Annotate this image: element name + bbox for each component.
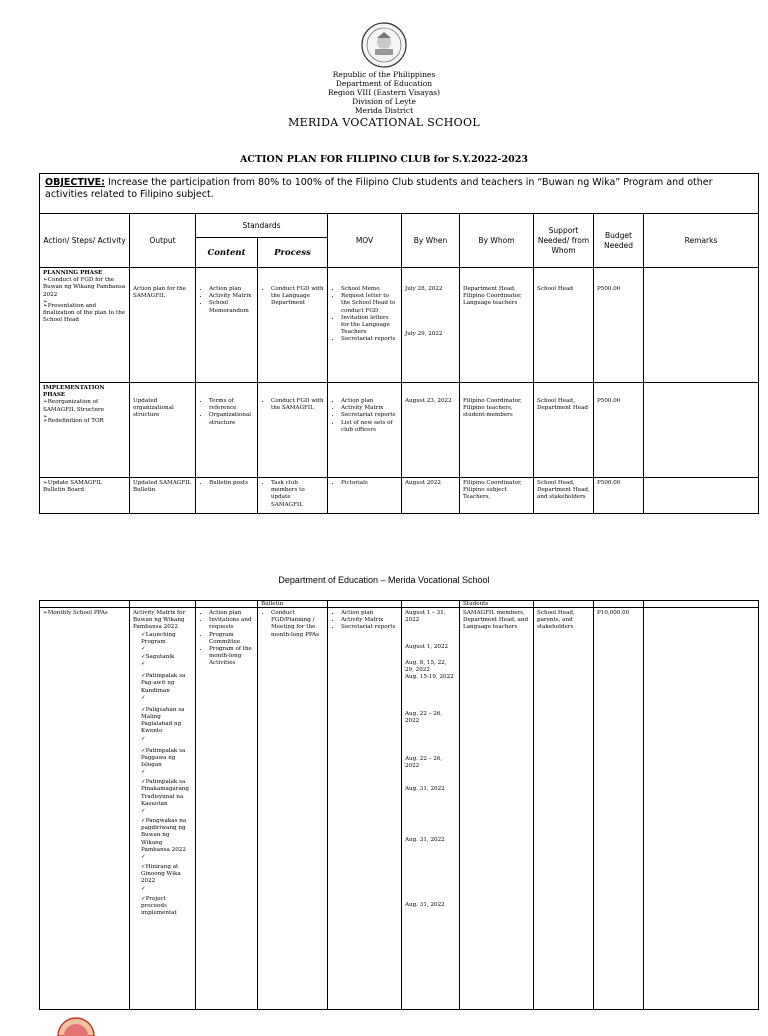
col-standards: Standards	[196, 214, 328, 238]
header-line: Division of Leyte	[352, 97, 416, 106]
date: August 1, 2022	[405, 644, 449, 651]
objective-row	[40, 174, 759, 214]
action-plan-table	[39, 173, 759, 514]
list-item: • Request letter to the School Head to conduct FGD	[341, 293, 398, 315]
list-item: • Secretariat reports	[341, 412, 398, 419]
cell-remarks	[644, 383, 759, 478]
list-item: • Activity Matrix	[209, 293, 254, 300]
carry-over-text: Students	[460, 601, 534, 608]
list-item: ✓ Sagutanik	[141, 654, 192, 661]
list-item: ✓ Project proceeds implementat	[141, 896, 192, 918]
phase-label: IMPLEMENTATION PHASE	[43, 385, 105, 399]
list-item: ✓ Paligsahan sa Maling Paglalahad ng Kwento	[141, 707, 192, 736]
cell-remarks	[644, 608, 759, 1010]
school-name: MERIDA VOCATIONAL SCHOOL	[288, 116, 480, 129]
cell-when: August 2022	[402, 478, 460, 514]
letterhead	[0, 70, 768, 115]
cell-budget: P500.00	[594, 478, 644, 514]
cell-support: School Head	[534, 268, 594, 383]
list-item: ➢ Presentation and finalization of the plan to the School Head	[43, 303, 126, 325]
header-line: Region VIII (Eastern Visayas)	[327, 88, 441, 97]
cell-output: Updated SAMAGFIL Bulletin	[130, 478, 196, 514]
col-content: Content	[196, 238, 258, 268]
list-item: • Secretariat reports	[341, 624, 398, 631]
list-item: • Action plan	[209, 610, 254, 617]
cell-output: Updated organizational structure	[130, 383, 196, 478]
header-line: Republic of the Philippines	[332, 70, 436, 79]
list-item: • List of new sets of club officers	[341, 420, 398, 434]
list-item: • Organizational structure	[209, 412, 254, 426]
list-item: • Program of the month-long Activities	[209, 646, 254, 668]
output-intro: Activity Matrix for Buwan ng Wikang Pambansa 2022	[133, 610, 186, 631]
cell-whom: SAMAGFIL members, Department Head, and Language teachers	[460, 608, 534, 1010]
date: Aug. 31, 2022	[405, 786, 445, 793]
carry-over-text: Bulletin	[258, 601, 328, 608]
deped-seal-icon	[361, 22, 407, 68]
cell-whom: Filipino Coordinator, Filipino subject Teachers,	[460, 478, 534, 514]
cell-budget: P500.00	[594, 268, 644, 383]
list-item: • Activity Matrix	[341, 405, 398, 412]
list-item: • Program Committee	[209, 632, 254, 646]
list-item: ✓ Hinirang at Ginoong Wika 2022	[141, 864, 192, 886]
table-row	[40, 268, 759, 383]
phase-label: PLANNING PHASE	[43, 270, 103, 276]
date: Aug. 31, 2022	[405, 902, 445, 909]
col-process: Process	[258, 238, 328, 268]
list-item: • School Memo	[341, 286, 398, 293]
date: Aug. 31, 2022	[405, 837, 445, 844]
list-item: • Conduct FGD with the Language Department	[271, 286, 324, 308]
school-logo-icon	[56, 1012, 96, 1036]
cell-output: Action plan for the SAMAGFIL	[130, 268, 196, 383]
list-item: ✓ Pangwakas na pagdiriwang ng Buwan ng Wikang Pambansa 2022	[141, 818, 192, 854]
cell-remarks	[644, 268, 759, 383]
list-item: ➢ Conduct of FGD for the Buwan ng Wikang Pambansa 2022	[43, 277, 126, 299]
objective-label: OBJECTIVE:	[45, 177, 105, 188]
list-item: • Invitations and requests	[209, 617, 254, 631]
cell-whom: Department Head, Filipino Coordinator, Language teachers	[460, 268, 534, 383]
col-output: Output	[130, 214, 196, 268]
table-row	[40, 608, 759, 1010]
table-row	[40, 478, 759, 514]
list-item: ✓ Patimpalak sa Pag-awit ng Kundiman	[141, 673, 192, 695]
list-item: • Invitation letters for the Language Teachers	[341, 315, 398, 337]
col-mov: MOV	[328, 214, 402, 268]
action-plan-table-continued	[39, 600, 759, 1010]
list-item: ➢ Monthly School PPAs	[43, 610, 126, 617]
date: Aug. 15-19, 2022	[405, 674, 454, 681]
list-item: • Action plan	[209, 286, 254, 293]
header-line: Department of Education	[335, 79, 433, 88]
list-item: ➢ Reorganization of SAMAGFIL Structure	[43, 399, 126, 413]
date: July 28, 2022	[405, 286, 443, 292]
table-row	[40, 383, 759, 478]
cell-when: August 23, 2022	[402, 383, 460, 478]
list-item: • Action plan	[341, 398, 398, 405]
list-item: • Conduct FGD with the SAMAGFIL	[271, 398, 324, 412]
col-whom: By Whom	[460, 214, 534, 268]
list-item: • School Memorandum	[209, 300, 254, 314]
objective-text: Increase the participation from 80% to 100% of the Filipino Club students and teachers in “Buwan ng Wika” Program and other activities related to Filipino subject.	[45, 177, 713, 200]
list-item: ✓ Patimpalak sa Pinakamagarang Tradisyunal na Kasuotan	[141, 779, 192, 808]
cell-support: School Head, Department Head	[534, 383, 594, 478]
list-item: • Conduct FGD/Planning / Meeting for the month-long PPAs	[271, 610, 324, 639]
date: August 1 – 31, 2022	[405, 610, 446, 624]
date: Aug. 22 – 26, 2022	[405, 755, 443, 769]
col-budget: Budget Needed	[594, 214, 644, 268]
list-item: • Secretariat reports	[341, 336, 398, 343]
cell-support: School Head, parents, and stakeholders	[534, 608, 594, 1010]
cell-budget: P10,000.00	[594, 608, 644, 1010]
col-when: By When	[402, 214, 460, 268]
col-action: Action/ Steps/ Activity	[40, 214, 130, 268]
list-item: ✓ Patimpalak sa Paggawa ng Islogan	[141, 748, 192, 770]
list-item: ➢ Update SAMAGFIL Bulletin Board	[43, 480, 126, 494]
col-remarks: Remarks	[644, 214, 759, 268]
cell-budget: P500.00	[594, 383, 644, 478]
list-item: • Terms of reference	[209, 398, 254, 412]
list-item: ✓ Launching Program	[141, 632, 192, 646]
document-title: ACTION PLAN FOR FILIPINO CLUB for S.Y.2022-2023	[240, 154, 528, 165]
date: July 29, 2022	[405, 331, 443, 338]
cell-whom: Filipino Coordinator, Filipino teachers, student-members	[460, 383, 534, 478]
list-item: • Activity Matrix	[341, 617, 398, 624]
cell-remarks	[644, 478, 759, 514]
col-support: Support Needed/ from Whom	[534, 214, 594, 268]
page-header: Department of Education – Merida Vocational School	[278, 575, 490, 585]
cell-support: School Head, Department Head, and stakeholders	[534, 478, 594, 514]
list-item: • Action plan	[341, 610, 398, 617]
header-line: Merida District	[354, 106, 414, 115]
list-item: • Task club members to update SAMAGFIL	[271, 480, 324, 509]
date: Aug. 8, 15, 22, 29, 2022	[405, 659, 447, 673]
list-item: • Bulletin posts	[209, 480, 254, 487]
list-item: ➢ Redefinition of TOR	[43, 418, 126, 425]
list-item: • Pictorials	[341, 480, 398, 487]
date: Aug. 22 – 26, 2022	[405, 711, 443, 725]
